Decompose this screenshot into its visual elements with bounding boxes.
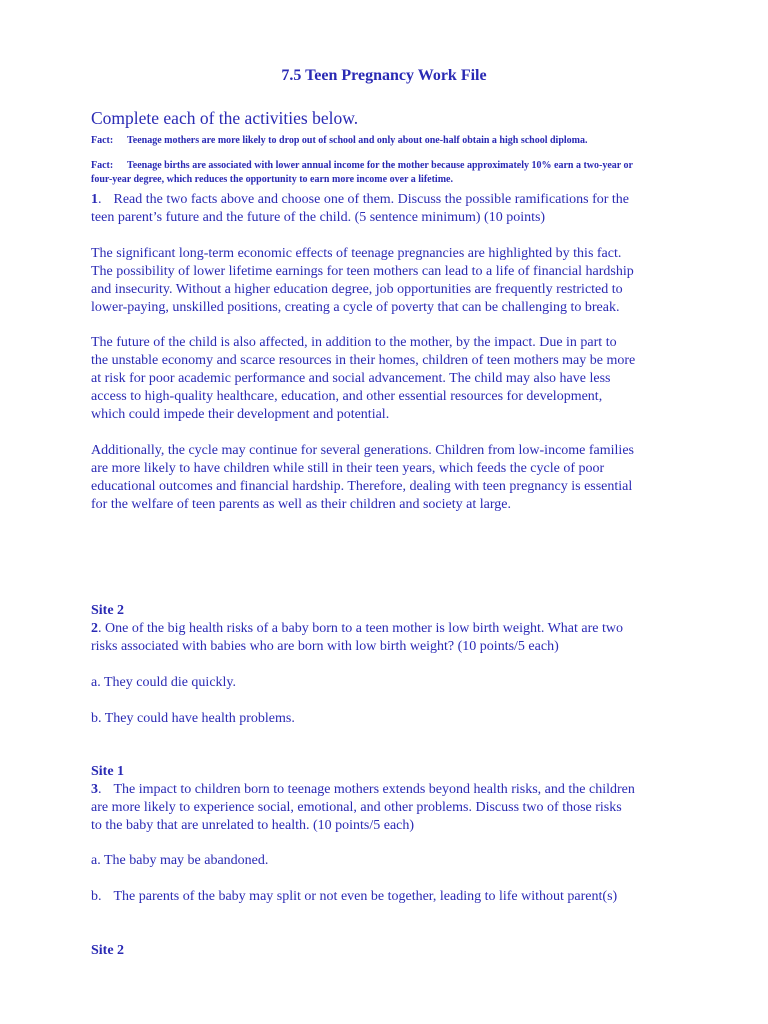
- answer-text: The parents of the baby may split or not even be together, leading to life without parent(s): [113, 889, 618, 904]
- fact-label: Fact:: [91, 135, 114, 146]
- question-number: 2: [91, 621, 98, 636]
- answer-line: educational outcomes and financial hardship. Therefore, dealing with teen pregnancy is essential: [91, 479, 633, 494]
- question-number: 1: [91, 192, 98, 207]
- document-title: 7.5 Teen Pregnancy Work File: [281, 67, 487, 84]
- fact-label: Fact:: [91, 160, 114, 171]
- question-1: 1. Read the two facts above and choose one of them. Discuss the possible ramifications for the teen parent’s future and the future of the child. (5 sentence minimum) (10 points): [91, 191, 691, 227]
- answer-line: and insecurity. Without a higher education degree, job opportunities are frequently restricted to: [91, 282, 623, 297]
- question-line: teen parent’s future and the future of the child. (5 sentence minimum) (10 points): [91, 210, 546, 225]
- answer-line: the unstable economy and scarce resources in their homes, children of teen mothers may be more: [91, 353, 636, 368]
- answer-paragraph: [91, 334, 691, 424]
- site-label: Site 1: [91, 764, 125, 779]
- question-line: The impact to children born to teenage mothers extends beyond health risks, and the children: [113, 782, 635, 797]
- fact-text-line: Teenage births are associated with lower annual income for the mother because approximately 10% earn a two-year or: [127, 160, 633, 171]
- question-line: to the baby that are unrelated to health. (10 points/5 each): [91, 818, 415, 833]
- answer-label: b.: [91, 889, 102, 904]
- question-line: are more likely to experience social, emotional, and other problems. Discuss two of those risks: [91, 800, 622, 815]
- fact-1: [91, 134, 691, 148]
- question-line: Read the two facts above and choose one of them. Discuss the possible ramifications for the: [113, 192, 630, 207]
- fact-2: [91, 159, 691, 186]
- answer-line: Additionally, the cycle may continue for several generations. Children from low-income families: [91, 443, 634, 458]
- question-3: 3. The impact to children born to teenage mothers extends beyond health risks, and the children are more likely to experience social, emotional, and other problems. Discuss two of those risks to the baby that are unrelated to health. (10 points/5 each): [91, 781, 691, 835]
- site-label: Site 2: [91, 603, 125, 618]
- site-label: Site 2: [91, 943, 125, 958]
- answer-a: a. The baby may be abandoned.: [91, 853, 269, 868]
- question-2: [91, 620, 691, 656]
- answer-b: [91, 888, 691, 906]
- answer-line: at risk for poor academic performance and social advancement. The child may also have less: [91, 371, 611, 386]
- answer-paragraph: [91, 245, 691, 317]
- fact-text: Teenage mothers are more likely to drop out of school and only about one-half obtain a high school diploma.: [127, 135, 588, 146]
- answer-line: which could impede their development and potential.: [91, 407, 390, 422]
- answer-line: The future of the child is also affected, in addition to the mother, by the impact. Due in part to: [91, 335, 617, 350]
- answer-b: b. They could have health problems.: [91, 711, 295, 726]
- question-line: . One of the big health risks of a baby born to a teen mother is low birth weight. What are two: [98, 621, 623, 636]
- answer-line: The possibility of lower lifetime earnings for teen mothers can lead to a life of financial hardship: [91, 264, 634, 279]
- answer-line: lower-paying, unskilled positions, creating a cycle of poverty that can be challenging to break.: [91, 300, 620, 315]
- answer-paragraph: [91, 442, 691, 514]
- question-number: 3: [91, 782, 98, 797]
- fact-text-line: four-year degree, which reduces the opportunity to earn more income over a lifetime.: [91, 173, 453, 185]
- answer-a: a. They could die quickly.: [91, 675, 237, 690]
- answer-line: for the welfare of teen parents as well as their children and society at large.: [91, 497, 511, 512]
- answer-line: are more likely to have children while still in their teen years, which feeds the cycle of poor: [91, 461, 605, 476]
- answer-line: The significant long-term economic effects of teenage pregnancies are highlighted by this fact.: [91, 246, 622, 261]
- question-line: risks associated with babies who are born with low birth weight? (10 points/5 each): [91, 639, 559, 654]
- instructions: Complete each of the activities below.: [91, 108, 359, 128]
- answer-line: access to high-quality healthcare, education, and other essential resources for development,: [91, 389, 603, 404]
